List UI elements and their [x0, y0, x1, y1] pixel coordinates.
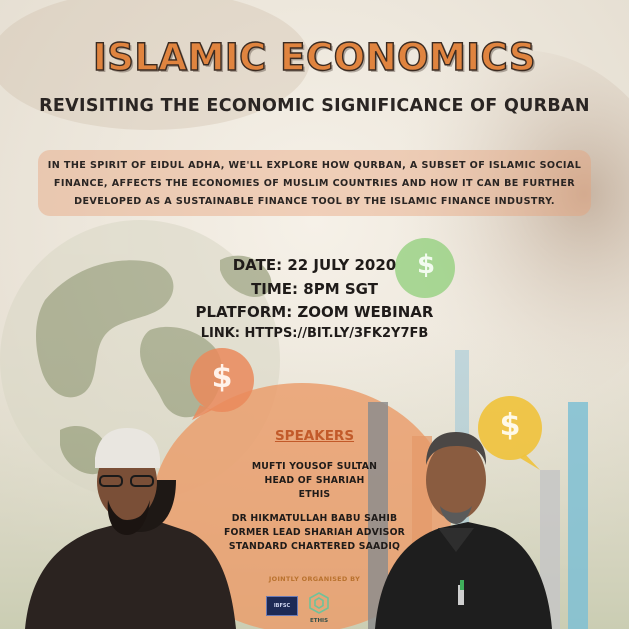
description-line: DEVELOPED AS A SUSTAINABLE FINANCE TOOL BY THE ISLAMIC FINANCE INDUSTRY. — [74, 196, 555, 207]
speaker-org: ETHIS — [298, 489, 331, 500]
poster-subtitle: REVISITING THE ECONOMIC SIGNIFICANCE OF QURBAN — [39, 96, 590, 116]
description-text — [44, 157, 585, 211]
event-link[interactable]: LINK: HTTPS://BIT.LY/3FK2Y7FB — [200, 326, 429, 341]
description-line: FINANCE, AFFECTS THE ECONOMIES OF MUSLIM COUNTRIES AND HOW IT CAN BE FURTHER — [53, 178, 576, 189]
speaker-role: HEAD OF SHARIAH — [264, 475, 365, 486]
event-platform: PLATFORM: ZOOM WEBINAR — [195, 303, 434, 321]
description-line: IN THE SPIRIT OF EIDUL ADHA, WE'LL EXPLORE HOW QURBAN, A SUBSET OF ISLAMIC SOCIAL — [47, 160, 582, 171]
dollar-icon: $ — [499, 408, 521, 443]
ethis-logo — [302, 590, 336, 626]
speaker-role: FORMER LEAD SHARIAH ADVISOR — [223, 527, 406, 538]
ethis-logo-mark — [302, 590, 336, 618]
ethis-logo-text: ETHIS — [309, 618, 329, 624]
ibfsc-logo-text: IBFSC — [273, 603, 291, 609]
speakers-heading: SPEAKERS — [274, 428, 355, 444]
dollar-icon: $ — [211, 360, 233, 395]
poster-title: ISLAMIC ECONOMICS — [92, 36, 537, 79]
ibfsc-logo — [266, 596, 298, 616]
event-time: TIME: 8PM SGT — [251, 280, 378, 298]
event-date: DATE: 22 JULY 2020 — [232, 256, 397, 274]
speaker-name: MUFTI YOUSOF SULTAN — [251, 461, 378, 472]
speaker-name: DR HIKMATULLAH BABU SAHIB — [231, 513, 398, 524]
speaker-org: STANDARD CHARTERED SAADIQ — [228, 541, 401, 552]
organised-by-label: JOINTLY ORGANISED BY — [268, 575, 361, 583]
dollar-icon: $ — [416, 250, 436, 280]
